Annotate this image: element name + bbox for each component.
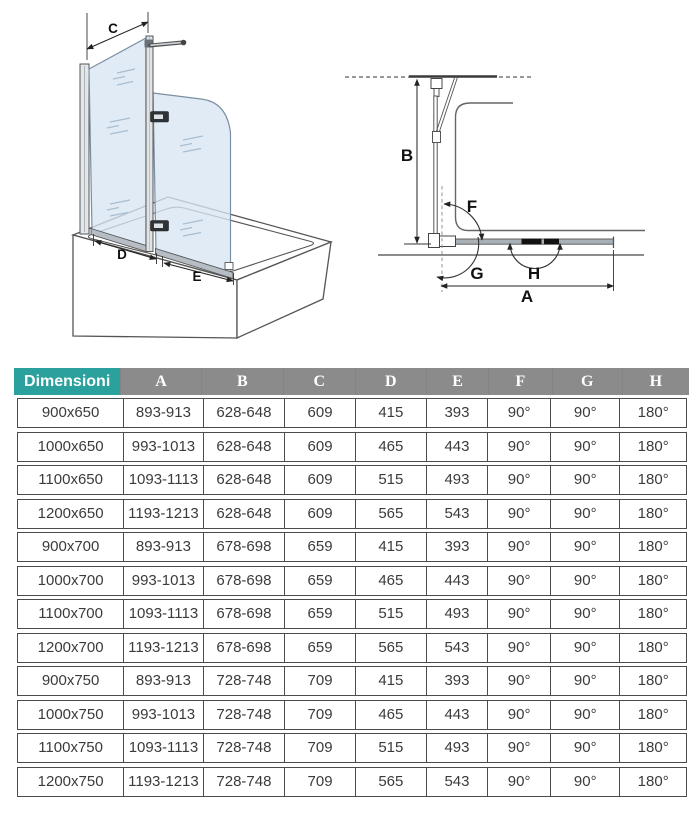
value-cell: 1193-1213 xyxy=(124,500,203,528)
value-cell: 90° xyxy=(551,768,620,796)
value-cell: 659 xyxy=(285,533,356,561)
value-cell: 415 xyxy=(356,399,427,427)
dimension-label-a: A xyxy=(520,287,534,306)
value-cell: 678-698 xyxy=(204,567,285,595)
value-cell: 1193-1213 xyxy=(124,634,203,662)
value-cell: 180° xyxy=(637,672,669,689)
tub-outline-plan xyxy=(456,103,646,231)
dimension-label-b: B xyxy=(400,146,414,165)
table-row xyxy=(17,733,687,763)
value-cell: 543 xyxy=(427,768,488,796)
value-cell: 609 xyxy=(285,500,356,528)
table-row xyxy=(17,465,687,495)
hinge-clamp-bottom xyxy=(151,221,169,232)
value-cell: 659 xyxy=(285,634,356,662)
table-row xyxy=(17,499,687,529)
value-cell: 709 xyxy=(285,667,356,695)
value-cell: 180° xyxy=(637,538,669,555)
value-cell: 90° xyxy=(551,399,620,427)
value-cell: 678-698 xyxy=(204,600,285,628)
value-cell: 90° xyxy=(488,533,551,561)
value-cell: 180° xyxy=(637,404,669,421)
value-cell: 515 xyxy=(356,734,427,762)
value-cell: 90° xyxy=(488,701,551,729)
table-row xyxy=(17,432,687,462)
value-cell: 90° xyxy=(488,466,551,494)
value-cell: 90° xyxy=(551,600,620,628)
value-cell: 443 xyxy=(427,701,488,729)
value-cell: 728-748 xyxy=(204,667,285,695)
value-cell: 465 xyxy=(356,433,427,461)
value-cell: 90° xyxy=(488,567,551,595)
fixed-panel-plan xyxy=(434,96,437,235)
value-cell: 465 xyxy=(356,567,427,595)
size-cell: 1000x700 xyxy=(18,567,124,595)
support-bar xyxy=(145,40,187,48)
value-cell: 90° xyxy=(488,433,551,461)
size-cell: 1100x700 xyxy=(18,600,124,628)
value-cell: 90° xyxy=(488,667,551,695)
table-row xyxy=(17,532,687,562)
value-cell: 180° xyxy=(637,437,669,455)
size-cell: 900x750 xyxy=(18,667,124,695)
handle-dash-1 xyxy=(522,239,542,245)
column-header-b: B xyxy=(202,368,284,395)
hinge-clamp-top xyxy=(151,112,169,123)
value-cell: 659 xyxy=(285,600,356,628)
value-cell: 709 xyxy=(285,768,356,796)
column-header-f: F xyxy=(489,368,552,395)
size-cell: 900x650 xyxy=(18,399,124,427)
value-cell: 565 xyxy=(356,768,427,796)
value-cell: 628-648 xyxy=(204,433,285,461)
table-row xyxy=(17,566,687,596)
end-bracket xyxy=(225,263,233,270)
technical-diagrams xyxy=(0,0,700,364)
value-cell: 728-748 xyxy=(204,768,285,796)
value-cell: 728-748 xyxy=(204,701,285,729)
value-cell: 709 xyxy=(285,734,356,762)
dimension-label-e: E xyxy=(192,269,202,284)
value-cell: 565 xyxy=(356,500,427,528)
table-row xyxy=(17,666,687,696)
value-cell: 659 xyxy=(285,567,356,595)
table-title: Dimensioni xyxy=(14,368,121,395)
angle-label-g: G xyxy=(470,264,484,283)
value-cell: 993-1013 xyxy=(124,567,203,595)
value-cell: 90° xyxy=(551,701,620,729)
value-cell: 90° xyxy=(551,734,620,762)
value-cell: 90° xyxy=(488,500,551,528)
value-cell: 90° xyxy=(488,634,551,662)
value-cell: 993-1013 xyxy=(124,701,203,729)
size-cell: 900x700 xyxy=(18,533,124,561)
column-header-h: H xyxy=(649,373,663,390)
value-cell: 90° xyxy=(551,634,620,662)
value-cell: 180° xyxy=(637,772,669,790)
dimension-table xyxy=(14,368,689,800)
value-cell: 180° xyxy=(637,739,669,756)
value-cell: 415 xyxy=(356,533,427,561)
angle-label-h: H xyxy=(527,264,541,283)
value-cell: 180° xyxy=(637,638,669,656)
size-cell: 1000x750 xyxy=(18,701,124,729)
glass-panel-left xyxy=(89,38,146,249)
value-cell: 893-913 xyxy=(124,533,203,561)
value-cell: 609 xyxy=(285,433,356,461)
value-cell: 1093-1113 xyxy=(124,600,203,628)
size-cell: 1200x650 xyxy=(18,500,124,528)
value-cell: 465 xyxy=(356,701,427,729)
value-cell: 90° xyxy=(488,734,551,762)
value-cell: 90° xyxy=(551,433,620,461)
value-cell: 393 xyxy=(427,533,488,561)
column-header-c: C xyxy=(284,368,356,395)
value-cell: 515 xyxy=(356,466,427,494)
value-cell: 893-913 xyxy=(124,667,203,695)
value-cell: 543 xyxy=(427,500,488,528)
bathtub-isometric-diagram xyxy=(73,12,331,338)
value-cell: 493 xyxy=(427,734,488,762)
value-cell: 90° xyxy=(488,600,551,628)
value-cell: 90° xyxy=(551,500,620,528)
value-cell: 180° xyxy=(637,571,669,589)
table-header-row xyxy=(14,368,689,395)
value-cell: 180° xyxy=(637,471,669,488)
size-cell: 1000x650 xyxy=(18,433,124,461)
value-cell: 493 xyxy=(427,600,488,628)
value-cell: 180° xyxy=(637,605,669,622)
value-cell: 893-913 xyxy=(124,399,203,427)
value-cell: 393 xyxy=(427,667,488,695)
value-cell: 728-748 xyxy=(204,734,285,762)
value-cell: 515 xyxy=(356,600,427,628)
dimension-label-c: C xyxy=(108,21,118,36)
table-body xyxy=(17,398,687,797)
value-cell: 628-648 xyxy=(204,399,285,427)
table-row xyxy=(17,398,687,428)
angle-label-f: F xyxy=(466,197,478,216)
value-cell: 415 xyxy=(356,667,427,695)
value-cell: 1093-1113 xyxy=(124,734,203,762)
value-cell: 90° xyxy=(551,567,620,595)
value-cell: 90° xyxy=(551,466,620,494)
handle-dash-2 xyxy=(544,239,559,245)
value-cell: 443 xyxy=(427,567,488,595)
value-cell: 565 xyxy=(356,634,427,662)
column-header-a: A xyxy=(121,368,201,395)
value-cell: 393 xyxy=(427,399,488,427)
column-header-d: D xyxy=(356,368,428,395)
value-cell: 709 xyxy=(285,701,356,729)
table-row xyxy=(17,599,687,629)
value-cell: 90° xyxy=(488,399,551,427)
value-cell: 180° xyxy=(637,705,669,723)
size-cell: 1200x750 xyxy=(18,768,124,796)
value-cell: 493 xyxy=(427,466,488,494)
value-cell: 90° xyxy=(551,667,620,695)
size-cell: 1100x750 xyxy=(18,734,124,762)
value-cell: 1193-1213 xyxy=(124,768,203,796)
plan-view-diagram xyxy=(345,77,645,307)
size-cell: 1100x650 xyxy=(18,466,124,494)
column-header-g: G xyxy=(553,368,623,395)
value-cell: 90° xyxy=(488,768,551,796)
table-row xyxy=(17,700,687,730)
value-cell: 628-648 xyxy=(204,466,285,494)
value-cell: 609 xyxy=(285,399,356,427)
column-header-e: E xyxy=(427,368,489,395)
value-cell: 628-648 xyxy=(204,500,285,528)
value-cell: 443 xyxy=(427,433,488,461)
value-cell: 609 xyxy=(285,466,356,494)
dimension-label-d: D xyxy=(117,247,127,262)
value-cell: 1093-1113 xyxy=(124,466,203,494)
table-row xyxy=(17,633,687,663)
value-cell: 180° xyxy=(637,504,669,522)
value-cell: 90° xyxy=(551,533,620,561)
wall-bracket xyxy=(431,79,442,97)
value-cell: 678-698 xyxy=(204,533,285,561)
size-cell: 1200x700 xyxy=(18,634,124,662)
value-cell: 678-698 xyxy=(204,634,285,662)
value-cell: 543 xyxy=(427,634,488,662)
value-cell: 993-1013 xyxy=(124,433,203,461)
table-row xyxy=(17,767,687,797)
